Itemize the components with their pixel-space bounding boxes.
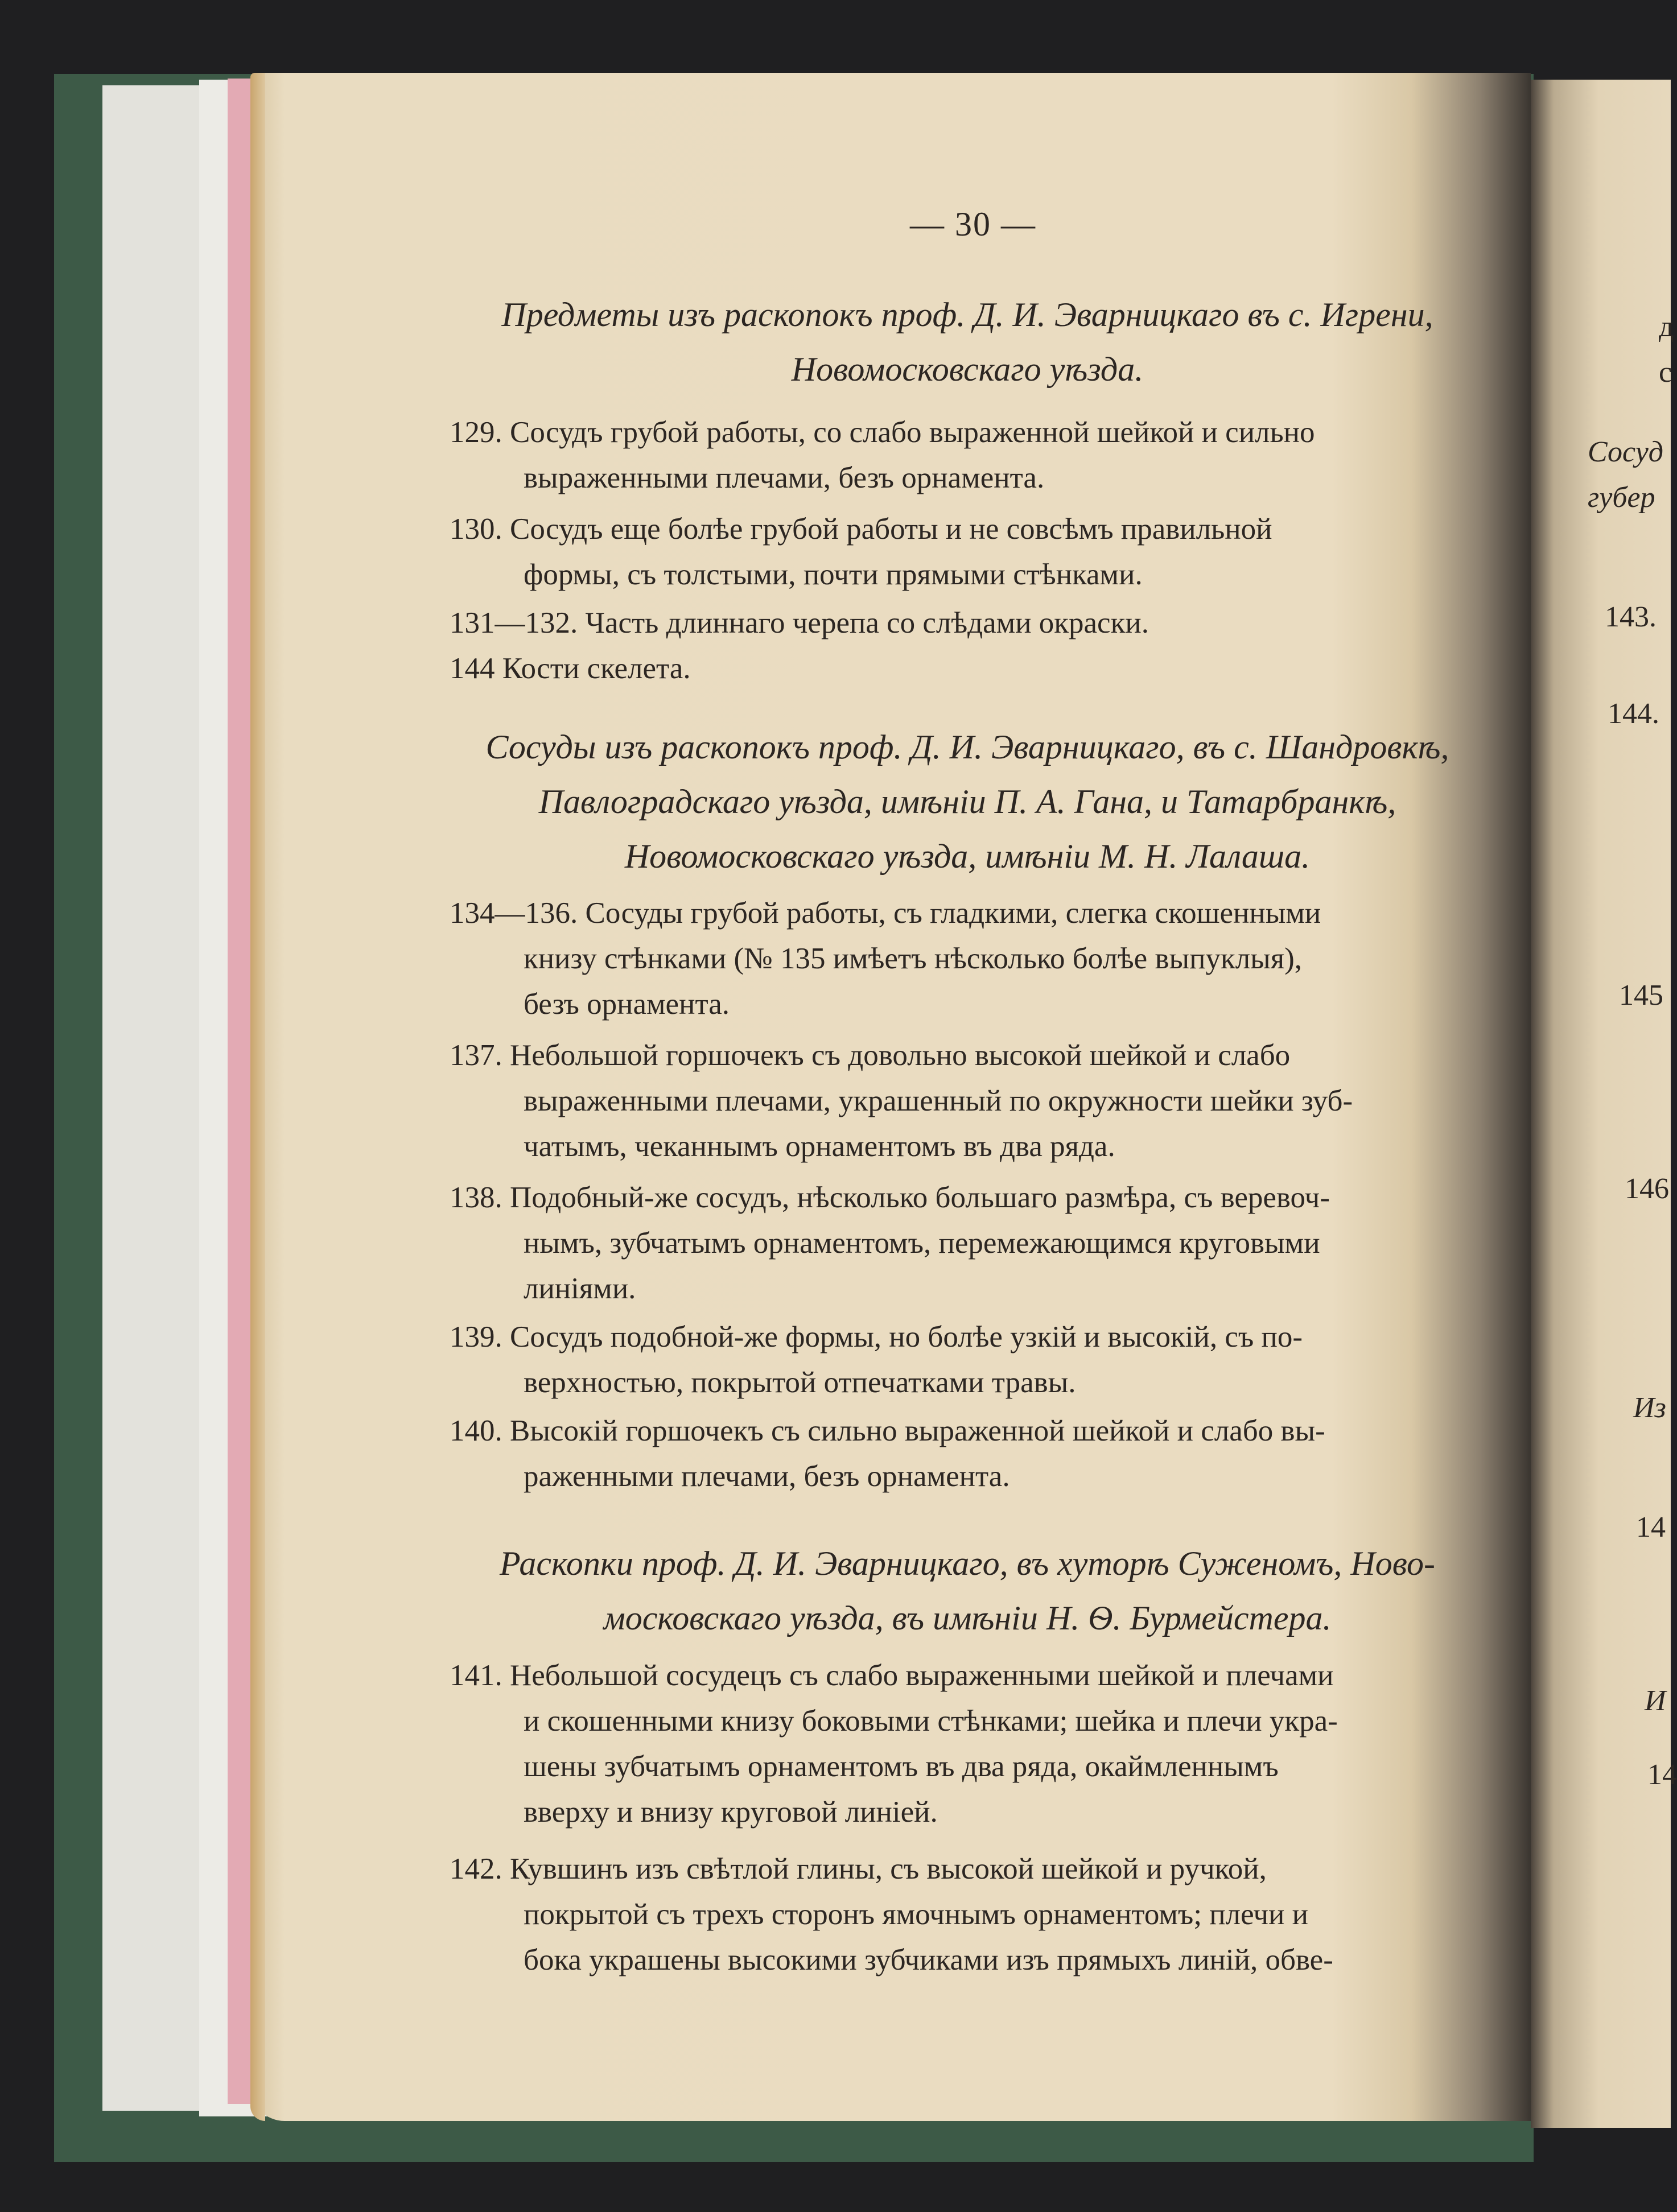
- heading-line: Сосуды изъ раскопокъ проф. Д. И. Эварницкаго, въ с. Шандровкѣ,: [485, 728, 1449, 766]
- catalog-entry: [450, 1314, 1485, 1405]
- colored-sheet-edge: [228, 79, 250, 2104]
- entry-line: 130. Сосудъ еще болѣе грубой работы и не совсѣмъ правильной: [450, 513, 1272, 546]
- right-page-fragment: Из: [1633, 1392, 1666, 1424]
- catalog-entry: [450, 1175, 1485, 1311]
- right-page-fragment: д: [1659, 311, 1674, 343]
- entry-line: 141. Небольшой сосудецъ съ слабо выраженными шейкой и плечами: [450, 1659, 1334, 1692]
- entry-line: безъ орнамента.: [524, 988, 730, 1021]
- catalog-entry: [450, 890, 1485, 1027]
- entry-line: вверху и внизу круговой линіей.: [524, 1796, 938, 1829]
- right-page-fragment: 144.: [1608, 698, 1659, 730]
- entry-line: и скошенными книзу боковыми стѣнками; шейка и плечи укра-: [524, 1705, 1338, 1738]
- right-page-fragment: 146: [1625, 1173, 1669, 1205]
- heading-line: московскаго уѣзда, въ имѣніи Н. Ѳ. Бурмейстера.: [603, 1599, 1332, 1637]
- entry-line: книзу стѣнками (№ 135 имѣетъ нѣсколько болѣе выпуклыя),: [524, 942, 1303, 975]
- entry-line: линіями.: [524, 1272, 636, 1305]
- section-heading: [438, 720, 1497, 884]
- catalog-entry: [450, 506, 1485, 597]
- right-page-fragment: 14: [1636, 1511, 1666, 1544]
- entry-line: чатымъ, чеканнымъ орнаментомъ въ два ряда.: [524, 1130, 1115, 1163]
- entry-line: формы, съ толстыми, почти прямыми стѣнками.: [524, 558, 1143, 591]
- entry-line: 140. Высокій горшочекъ съ сильно выраженной шейкой и слабо вы-: [450, 1414, 1325, 1447]
- entry-line: верхностью, покрытой отпечатками травы.: [524, 1366, 1076, 1399]
- right-page-fragment: И: [1645, 1685, 1666, 1717]
- entry-line: 129. Сосудъ грубой работы, со слабо выраженной шейкой и сильно: [450, 416, 1315, 449]
- heading-line: Предметы изъ раскопокъ проф. Д. И. Эварницкаго въ с. Игрени,: [501, 296, 1433, 333]
- entry-line: 137. Небольшой горшочекъ съ довольно высокой шейкой и слабо: [450, 1039, 1291, 1072]
- catalog-entry: [450, 646, 1485, 691]
- entry-line: шены зубчатымъ орнаментомъ въ два ряда, окаймленнымъ: [524, 1750, 1279, 1783]
- entry-line: раженными плечами, безъ орнамента.: [524, 1460, 1010, 1493]
- page-edge: [250, 73, 265, 2121]
- entry-line: выраженными плечами, безъ орнамента.: [524, 461, 1045, 494]
- entry-line: 142. Кувшинъ изъ свѣтлой глины, съ высокой шейкой и ручкой,: [450, 1852, 1267, 1885]
- entry-line: 134—136. Сосуды грубой работы, съ гладкими, слегка скошенными: [450, 897, 1321, 930]
- right-page-fragment: 143.: [1605, 601, 1657, 633]
- section-heading: [438, 287, 1497, 397]
- heading-line: Новомосковскаго уѣзда, имѣніи М. Н. Лалаша.: [624, 837, 1311, 875]
- catalog-entry: [450, 600, 1485, 646]
- right-page-fragment: губер: [1588, 481, 1655, 514]
- entry-line: выраженными плечами, украшенный по окружности шейки зуб-: [524, 1084, 1353, 1117]
- page-number: — 30 —: [910, 205, 1036, 243]
- book-page-right: [1531, 80, 1671, 2128]
- entry-line: бока украшены высокими зубчиками изъ прямыхъ линій, обве-: [524, 1943, 1333, 1976]
- right-page-fragment: с: [1659, 356, 1672, 389]
- entry-line: покрытой съ трехъ сторонъ ямочнымъ орнаментомъ; плечи и: [524, 1898, 1308, 1931]
- right-page-fragment: 145: [1619, 979, 1663, 1012]
- right-page-fragment: Сосуд: [1588, 436, 1663, 468]
- catalog-entry: [450, 1033, 1485, 1169]
- entry-line: 139. Сосудъ подобной-же формы, но болѣе узкій и высокій, съ по-: [450, 1320, 1303, 1353]
- catalog-entry: [450, 1408, 1485, 1499]
- catalog-entry: [450, 1653, 1485, 1835]
- section-heading: [438, 1536, 1497, 1645]
- heading-line: Новомосковскаго уѣзда.: [791, 350, 1144, 388]
- catalog-entry: [450, 410, 1485, 501]
- entry-line: нымъ, зубчатымъ орнаментомъ, перемежающимся круговыми: [524, 1227, 1320, 1260]
- heading-line: Павлоградскаго уѣзда, имѣніи П. А. Гана, и Татарбранкѣ,: [538, 783, 1396, 820]
- right-page-fragment: 14: [1647, 1759, 1677, 1791]
- entry-line: 138. Подобный-же сосудъ, нѣсколько большаго размѣра, съ веревоч-: [450, 1181, 1330, 1214]
- catalog-entry: [450, 1846, 1485, 1983]
- entry-line: 144 Кости скелета.: [450, 652, 691, 685]
- heading-line: Раскопки проф. Д. И. Эварницкаго, въ хуторѣ Суженомъ, Ново-: [500, 1545, 1435, 1582]
- entry-line: 131—132. Часть длиннаго черепа со слѣдами окраски.: [450, 606, 1149, 639]
